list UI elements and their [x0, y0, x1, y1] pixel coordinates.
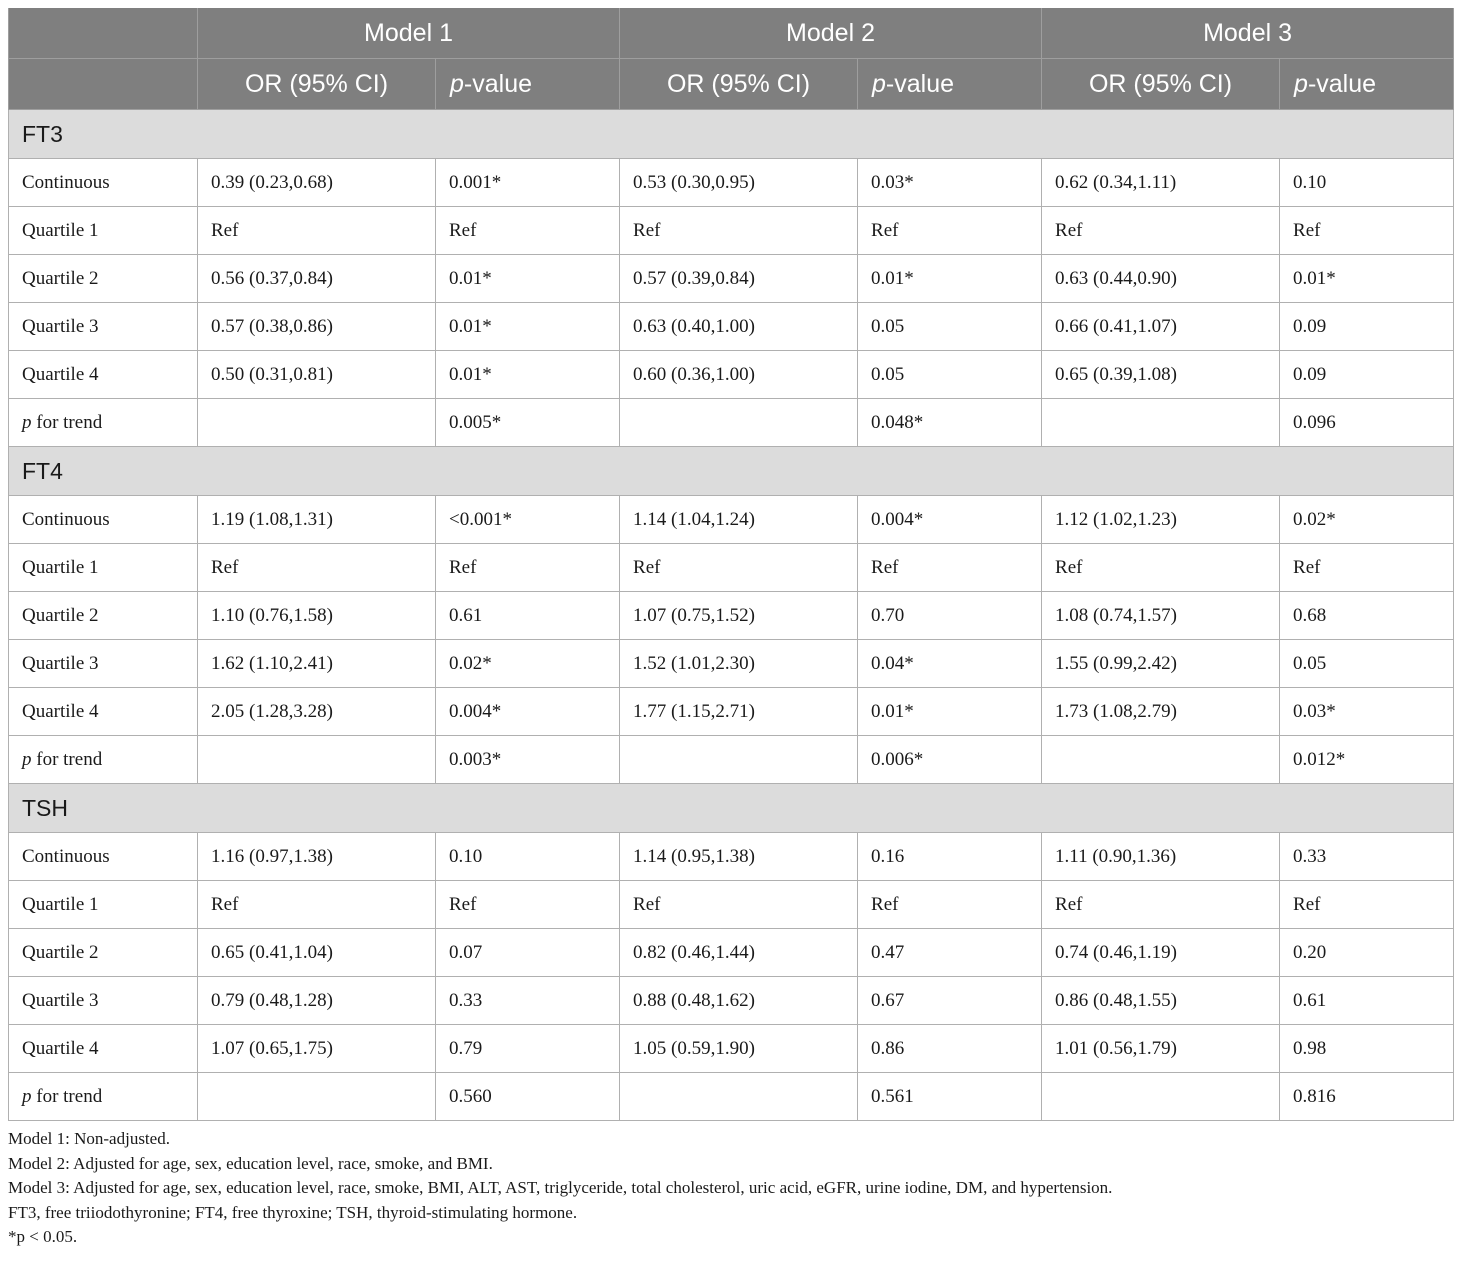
trend-empty-cell — [620, 1073, 858, 1121]
or-cell: 1.07 (0.75,1.52) — [620, 592, 858, 640]
p-value-cell: 0.01* — [436, 255, 620, 303]
section-title: FT4 — [9, 447, 1454, 496]
trend-row — [9, 399, 1454, 447]
p-value-cell: Ref — [1280, 544, 1454, 592]
or-cell: 0.57 (0.38,0.86) — [198, 303, 436, 351]
p-value-cell: 0.79 — [436, 1025, 620, 1073]
trend-p-cell: 0.048* — [858, 399, 1042, 447]
or-cell: Ref — [1042, 207, 1280, 255]
row-label: Continuous — [9, 159, 198, 207]
p-value-cell: 0.03* — [1280, 688, 1454, 736]
table-figure — [8, 8, 1453, 1250]
or-cell: 1.77 (1.15,2.71) — [620, 688, 858, 736]
trend-empty-cell — [198, 399, 436, 447]
header-corner — [9, 8, 198, 59]
or-cell: Ref — [620, 207, 858, 255]
trend-p-cell: 0.006* — [858, 736, 1042, 784]
row-label: Quartile 4 — [9, 351, 198, 399]
header-model-1: Model 1 — [198, 8, 620, 59]
p-value-cell: 0.004* — [858, 496, 1042, 544]
trend-empty-cell — [198, 736, 436, 784]
header-p-model-3: p-value — [1280, 59, 1454, 110]
header-p-model-1: p-value — [436, 59, 620, 110]
p-value-cell: 0.02* — [436, 640, 620, 688]
p-value-cell: Ref — [1280, 207, 1454, 255]
table-row — [9, 688, 1454, 736]
p-value-cell: 0.09 — [1280, 351, 1454, 399]
p-value-cell: 0.004* — [436, 688, 620, 736]
row-label: Quartile 2 — [9, 592, 198, 640]
p-value-cell: 0.01* — [858, 255, 1042, 303]
trend-row — [9, 736, 1454, 784]
p-value-cell: 0.05 — [858, 351, 1042, 399]
p-value-cell: 0.33 — [436, 977, 620, 1025]
section-header-row — [9, 784, 1454, 833]
or-cell: 0.50 (0.31,0.81) — [198, 351, 436, 399]
header-or-model-3: OR (95% CI) — [1042, 59, 1280, 110]
trend-p-cell: 0.816 — [1280, 1073, 1454, 1121]
table-row — [9, 1025, 1454, 1073]
table-row — [9, 303, 1454, 351]
trend-p-cell: 0.005* — [436, 399, 620, 447]
trend-p-cell: 0.096 — [1280, 399, 1454, 447]
p-value-cell: 0.67 — [858, 977, 1042, 1025]
or-cell: Ref — [620, 881, 858, 929]
or-cell: 1.62 (1.10,2.41) — [198, 640, 436, 688]
p-value-cell: 0.16 — [858, 833, 1042, 881]
or-cell: 1.14 (1.04,1.24) — [620, 496, 858, 544]
or-cell: 0.65 (0.39,1.08) — [1042, 351, 1280, 399]
or-cell: Ref — [198, 207, 436, 255]
or-cell: 2.05 (1.28,3.28) — [198, 688, 436, 736]
or-cell: 1.14 (0.95,1.38) — [620, 833, 858, 881]
row-label: Quartile 1 — [9, 881, 198, 929]
p-value-cell: Ref — [858, 881, 1042, 929]
trend-row — [9, 1073, 1454, 1121]
table-body — [9, 110, 1454, 1121]
table-footnotes — [8, 1127, 1453, 1250]
header-model-3: Model 3 — [1042, 8, 1454, 59]
p-value-cell: 0.07 — [436, 929, 620, 977]
table-row — [9, 592, 1454, 640]
section-title: TSH — [9, 784, 1454, 833]
header-row-metrics — [9, 59, 1454, 110]
or-cell: Ref — [198, 544, 436, 592]
row-label: Quartile 1 — [9, 207, 198, 255]
p-value-cell: Ref — [1280, 881, 1454, 929]
row-label: Quartile 4 — [9, 1025, 198, 1073]
p-value-cell: 0.33 — [1280, 833, 1454, 881]
or-cell: 0.63 (0.44,0.90) — [1042, 255, 1280, 303]
table-row — [9, 159, 1454, 207]
or-cell: 0.62 (0.34,1.11) — [1042, 159, 1280, 207]
or-cell: 0.79 (0.48,1.28) — [198, 977, 436, 1025]
header-model-2: Model 2 — [620, 8, 1042, 59]
footnote: *p < 0.05. — [8, 1227, 78, 1246]
trend-empty-cell — [198, 1073, 436, 1121]
table-row — [9, 255, 1454, 303]
table-row — [9, 640, 1454, 688]
or-cell: 1.12 (1.02,1.23) — [1042, 496, 1280, 544]
or-cell: 0.66 (0.41,1.07) — [1042, 303, 1280, 351]
or-cell: 0.39 (0.23,0.68) — [198, 159, 436, 207]
row-label: Quartile 3 — [9, 977, 198, 1025]
footnote: Model 2: Adjusted for age, sex, education level, race, smoke, and BMI. — [8, 1153, 493, 1173]
or-cell: Ref — [1042, 544, 1280, 592]
footnote: FT3, free triiodothyronine; FT4, free thyroxine; TSH, thyroid-stimulating hormone. — [8, 1202, 578, 1222]
p-value-cell: 0.68 — [1280, 592, 1454, 640]
row-label: Continuous — [9, 496, 198, 544]
or-cell: 1.19 (1.08,1.31) — [198, 496, 436, 544]
row-label: Quartile 3 — [9, 640, 198, 688]
odds-ratio-table — [8, 8, 1454, 1121]
header-or-model-2: OR (95% CI) — [620, 59, 858, 110]
table-row — [9, 833, 1454, 881]
p-value-cell: 0.001* — [436, 159, 620, 207]
p-value-cell: 0.20 — [1280, 929, 1454, 977]
trend-label: p for trend — [9, 399, 198, 447]
or-cell: 0.82 (0.46,1.44) — [620, 929, 858, 977]
p-value-cell: 0.70 — [858, 592, 1042, 640]
table-row — [9, 881, 1454, 929]
trend-empty-cell — [620, 399, 858, 447]
table-row — [9, 544, 1454, 592]
table-row — [9, 929, 1454, 977]
p-value-cell: 0.01* — [858, 688, 1042, 736]
or-cell: 0.88 (0.48,1.62) — [620, 977, 858, 1025]
or-cell: 1.10 (0.76,1.58) — [198, 592, 436, 640]
or-cell: Ref — [198, 881, 436, 929]
row-label: Quartile 4 — [9, 688, 198, 736]
trend-label: p for trend — [9, 736, 198, 784]
p-value-cell: Ref — [858, 207, 1042, 255]
footnote: Model 1: Non-adjusted. — [8, 1129, 170, 1148]
p-value-cell: 0.09 — [1280, 303, 1454, 351]
table-row — [9, 351, 1454, 399]
trend-empty-cell — [1042, 399, 1280, 447]
or-cell: 1.16 (0.97,1.38) — [198, 833, 436, 881]
p-value-cell: 0.10 — [436, 833, 620, 881]
p-value-cell: 0.86 — [858, 1025, 1042, 1073]
table-row — [9, 207, 1454, 255]
header-row-models — [9, 8, 1454, 59]
section-header-row — [9, 447, 1454, 496]
row-label: Quartile 2 — [9, 929, 198, 977]
or-cell: 0.57 (0.39,0.84) — [620, 255, 858, 303]
or-cell: 1.01 (0.56,1.79) — [1042, 1025, 1280, 1073]
row-label: Quartile 1 — [9, 544, 198, 592]
p-value-cell: 0.98 — [1280, 1025, 1454, 1073]
or-cell: Ref — [1042, 881, 1280, 929]
or-cell: 1.11 (0.90,1.36) — [1042, 833, 1280, 881]
trend-p-cell: 0.561 — [858, 1073, 1042, 1121]
or-cell: 1.73 (1.08,2.79) — [1042, 688, 1280, 736]
or-cell: 0.56 (0.37,0.84) — [198, 255, 436, 303]
section-title: FT3 — [9, 110, 1454, 159]
trend-p-cell: 0.012* — [1280, 736, 1454, 784]
or-cell: 0.60 (0.36,1.00) — [620, 351, 858, 399]
or-cell: 1.08 (0.74,1.57) — [1042, 592, 1280, 640]
header-p-model-2: p-value — [858, 59, 1042, 110]
p-value-cell: 0.47 — [858, 929, 1042, 977]
trend-empty-cell — [1042, 1073, 1280, 1121]
p-value-cell: Ref — [436, 207, 620, 255]
or-cell: 1.52 (1.01,2.30) — [620, 640, 858, 688]
or-cell: 0.74 (0.46,1.19) — [1042, 929, 1280, 977]
p-value-cell: 0.61 — [436, 592, 620, 640]
p-value-cell: 0.03* — [858, 159, 1042, 207]
trend-p-cell: 0.003* — [436, 736, 620, 784]
p-value-cell: 0.02* — [1280, 496, 1454, 544]
trend-label: p for trend — [9, 1073, 198, 1121]
header-or-model-1: OR (95% CI) — [198, 59, 436, 110]
section-header-row — [9, 110, 1454, 159]
p-value-cell: 0.05 — [858, 303, 1042, 351]
p-value-cell: 0.04* — [858, 640, 1042, 688]
p-value-cell: 0.01* — [436, 303, 620, 351]
or-cell: 0.63 (0.40,1.00) — [620, 303, 858, 351]
p-value-cell: Ref — [436, 881, 620, 929]
trend-empty-cell — [1042, 736, 1280, 784]
trend-p-cell: 0.560 — [436, 1073, 620, 1121]
row-label: Continuous — [9, 833, 198, 881]
p-value-cell: Ref — [436, 544, 620, 592]
or-cell: 1.05 (0.59,1.90) — [620, 1025, 858, 1073]
p-value-cell: Ref — [858, 544, 1042, 592]
or-cell: 1.55 (0.99,2.42) — [1042, 640, 1280, 688]
or-cell: 0.53 (0.30,0.95) — [620, 159, 858, 207]
p-value-cell: 0.10 — [1280, 159, 1454, 207]
or-cell: 1.07 (0.65,1.75) — [198, 1025, 436, 1073]
p-value-cell: <0.001* — [436, 496, 620, 544]
p-value-cell: 0.01* — [1280, 255, 1454, 303]
header-corner-2 — [9, 59, 198, 110]
table-row — [9, 496, 1454, 544]
p-value-cell: 0.05 — [1280, 640, 1454, 688]
or-cell: 0.86 (0.48,1.55) — [1042, 977, 1280, 1025]
or-cell: 0.65 (0.41,1.04) — [198, 929, 436, 977]
trend-empty-cell — [620, 736, 858, 784]
row-label: Quartile 3 — [9, 303, 198, 351]
footnote: Model 3: Adjusted for age, sex, education level, race, smoke, BMI, ALT, AST, triglyceride, total cholesterol, uric acid, eGFR, urine iodine, DM, and hypertension. — [8, 1178, 1113, 1197]
p-value-cell: 0.61 — [1280, 977, 1454, 1025]
row-label: Quartile 2 — [9, 255, 198, 303]
or-cell: Ref — [620, 544, 858, 592]
table-row — [9, 977, 1454, 1025]
p-value-cell: 0.01* — [436, 351, 620, 399]
